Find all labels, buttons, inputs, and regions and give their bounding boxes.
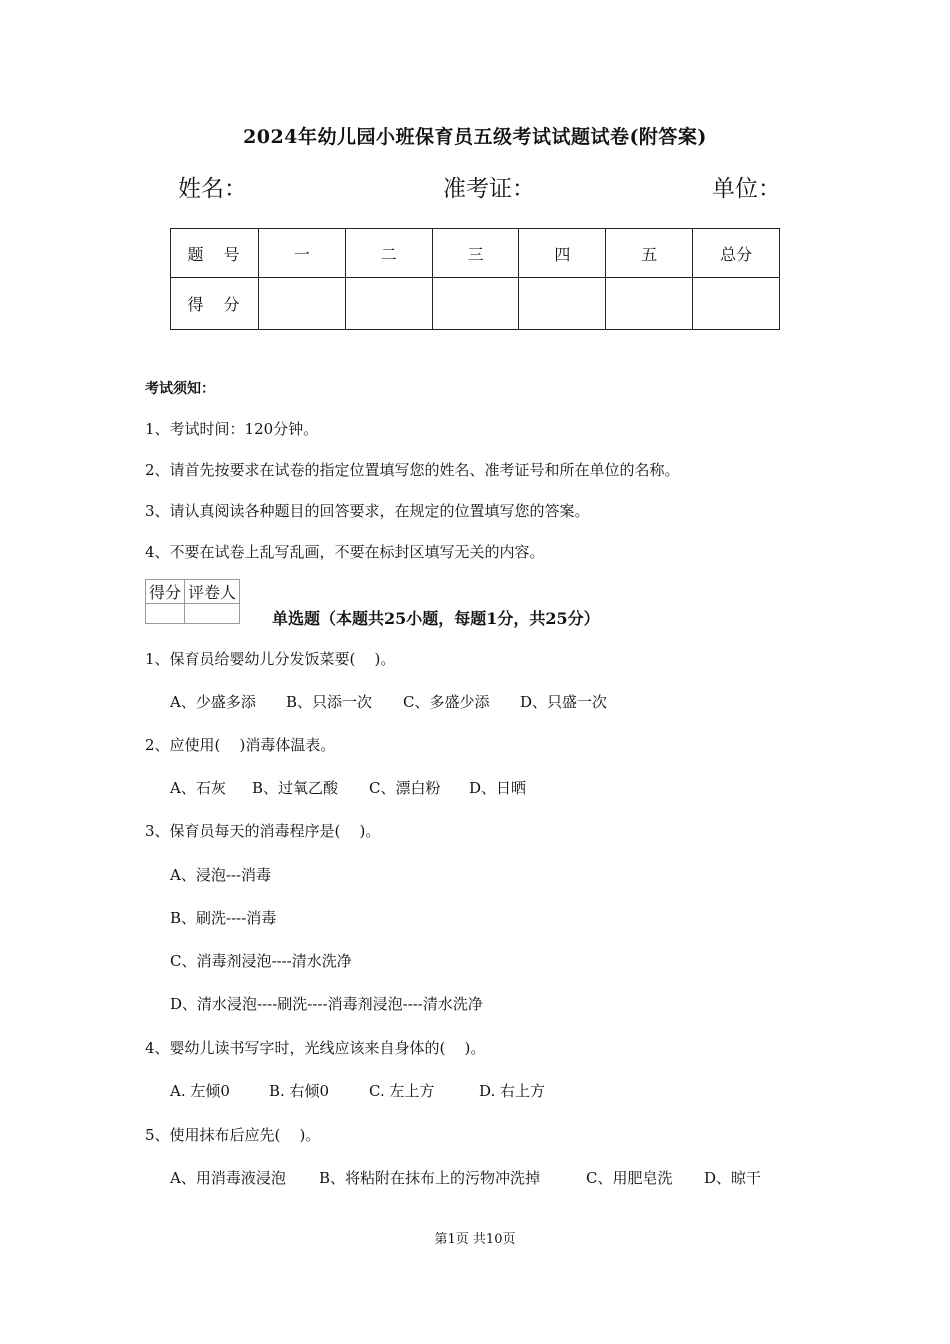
score-input-cell[interactable] [259, 278, 346, 330]
grader-score-cell[interactable] [146, 604, 185, 624]
notice-item: 3、请认真阅读各种题目的回答要求，在规定的位置填写您的答案。 [145, 502, 590, 520]
option[interactable]: B、将粘附在抹布上的污物冲洗掉 [319, 1169, 541, 1187]
question-stem: 5、使用抹布后应先( )。 [145, 1126, 321, 1144]
score-input-cell[interactable] [693, 278, 780, 330]
score-input-cell[interactable] [432, 278, 519, 330]
score-input-cell[interactable] [606, 278, 693, 330]
option[interactable]: B. 右倾0 [269, 1082, 330, 1100]
question-options [170, 1167, 761, 1188]
page-footer: 第1页 共10页 [434, 1232, 516, 1247]
option[interactable]: D、日晒 [469, 779, 527, 797]
score-table-score-row [171, 278, 780, 330]
option[interactable]: C、消毒剂浸泡----清水洗净 [170, 952, 352, 970]
section-title: 单选题（本题共25小题，每题1分，共25分） [272, 609, 600, 628]
option[interactable]: C、多盛少添 [403, 693, 490, 711]
option[interactable]: B、刷洗----消毒 [170, 909, 277, 927]
question-options [170, 1080, 545, 1101]
option[interactable]: A、浸泡---消毒 [170, 866, 272, 884]
option[interactable]: C、用肥皂洗 [586, 1169, 673, 1187]
grader-name-cell[interactable] [185, 604, 240, 624]
score-table-cell: 题 号 [171, 229, 259, 278]
score-table [170, 228, 780, 330]
option[interactable]: A、少盛多添 [170, 693, 256, 711]
score-input-cell[interactable] [345, 278, 432, 330]
notice-item: 2、请首先按要求在试卷的指定位置填写您的姓名、准考证号和所在单位的名称。 [145, 461, 680, 479]
score-table-cell: 四 [519, 229, 606, 278]
notice-title: 考试须知： [145, 381, 215, 397]
option[interactable]: A. 左倾0 [170, 1082, 230, 1100]
option[interactable]: C. 左上方 [369, 1082, 435, 1100]
option[interactable]: B、过氧乙酸 [252, 779, 339, 797]
option[interactable]: C、漂白粉 [369, 779, 441, 797]
grader-score-label: 得分 [146, 580, 185, 604]
grader-box [145, 579, 240, 624]
question-options [170, 691, 607, 712]
score-input-cell[interactable] [519, 278, 606, 330]
exam-number-field-label: 准考证： [443, 176, 535, 202]
grader-name-label: 评卷人 [185, 580, 240, 604]
option[interactable]: D. 右上方 [479, 1082, 546, 1100]
score-table-cell: 二 [345, 229, 432, 278]
question-stem: 4、婴幼儿读书写字时，光线应该来自身体的( )。 [145, 1039, 486, 1057]
question-stem: 3、保育员每天的消毒程序是( )。 [145, 822, 381, 840]
score-table-cell: 三 [432, 229, 519, 278]
option[interactable]: D、清水浸泡----刷洗----消毒剂浸泡----清水洗净 [170, 995, 483, 1013]
notice-item: 4、不要在试卷上乱写乱画，不要在标封区填写无关的内容。 [145, 543, 545, 561]
option[interactable]: D、只盛一次 [520, 693, 608, 711]
notice-item: 1、考试时间：120分钟。 [145, 420, 319, 438]
name-field-label: 姓名： [178, 176, 247, 202]
page-title: 2024年幼儿园小班保育员五级考试试题试卷(附答案) [243, 126, 707, 148]
option[interactable]: A、石灰 [170, 779, 226, 797]
score-table-cell: 得 分 [171, 278, 259, 330]
score-table-header-row [171, 229, 780, 278]
question-options [170, 777, 526, 798]
option[interactable]: B、只添一次 [286, 693, 373, 711]
option[interactable]: A、用消毒液浸泡 [170, 1169, 286, 1187]
score-table-cell: 总分 [693, 229, 780, 278]
score-table-cell: 一 [259, 229, 346, 278]
unit-field-label: 单位： [712, 176, 781, 202]
score-table-cell: 五 [606, 229, 693, 278]
question-stem: 1、保育员给婴幼儿分发饭菜要( )。 [145, 650, 396, 668]
option[interactable]: D、晾干 [704, 1169, 762, 1187]
question-stem: 2、应使用( )消毒体温表。 [145, 736, 336, 754]
